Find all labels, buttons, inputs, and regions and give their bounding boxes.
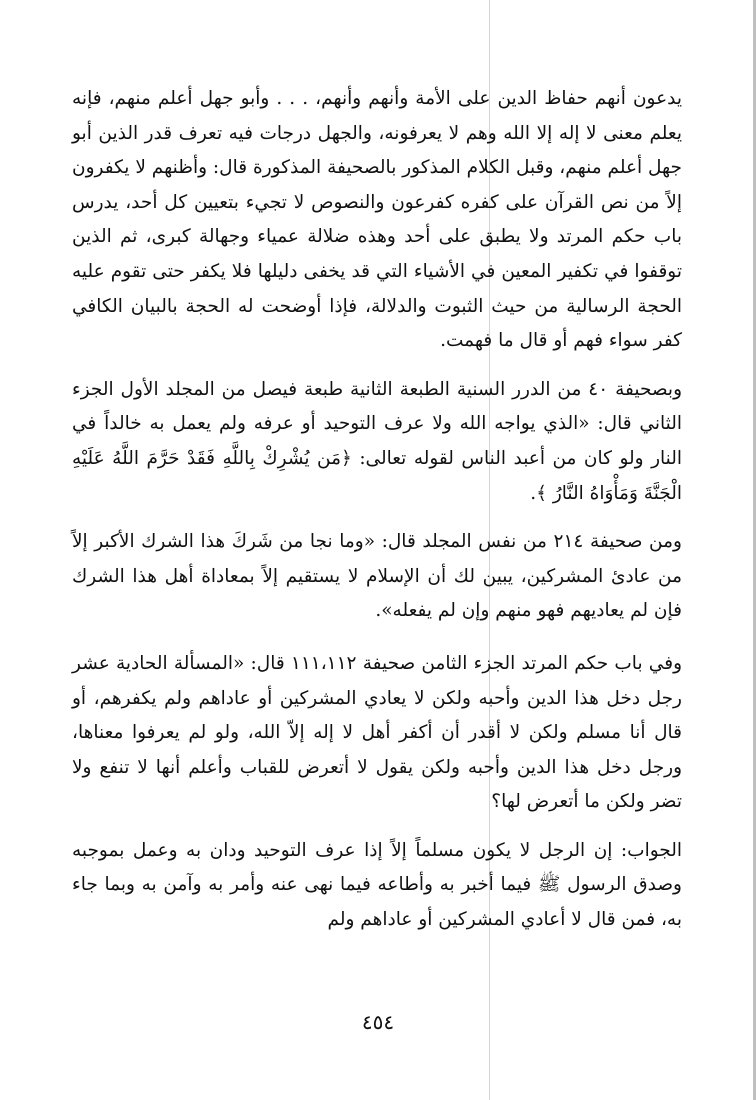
- paragraph-3: ومن صحيفة ٢١٤ من نفس المجلد قال: «وما نجا من شَركَ هذا الشرك الأكبر إلاً من عادئ المشركين، يبين لك أن الإسلام لا يستقيم إلاً بمعاداة أهل هذا الشرك فإن لم يعاديهم فهو منهم وإن لم يفعله».: [72, 531, 682, 622]
- document-body: [72, 82, 682, 938]
- page-number: ٤٥٤: [361, 1010, 395, 1034]
- paragraph-1: يدعون أنهم حفاظ الدين على الأمة وأنهم وأنهم، . . . وأبو جهل أعلم منهم، فإنه يعلم معنى لا إله إلا الله وهم لا يعرفونه، والجهل درجات فيه تعرف قدر الذين أبو جهل أعلم منهم، وقبل الكلام المذكور بالصحيفة المذكورة قال: وأظنهم لا يكفرون إلاً من نص القرآن على كفره كفرعون والنصوص لا تجيء بتعيين كل أحد، يدرس باب حكم المرتد ولا يطبق على أحد وهذه ضلالة عمياء وجهالة كبرى، ثم الذين توقفوا في تكفير المعين في الأشياء التي قد يخفى دليلها فلا يكفر حتى تقوم عليه الحجة الرسالية من حيث الثبوت والدلالة، فإذا أوضحت له الحجة بالبيان الكافي كفر سواء فهم أو قال ما فهمت.: [72, 88, 682, 352]
- paragraph-4: وفي باب حكم المرتد الجزء الثامن صحيفة ١١١،١١٢ قال: «المسألة الحادية عشر رجل دخل هذا الدين وأحبه ولكن لا يعادي المشركين أو عاداهم ولم يكفرهم، أو قال أنا مسلم ولكن لا أقدر أن أكفر أهل لا إله إلاّ الله، ولو لم يعرفوا معناها، ورجل دخل هذا الدين وأحبه ولكن يقول لا أتعرض للقباب وأعلم أنها لا تنفع ولا تضر ولكن ما أتعرض لها؟: [72, 652, 682, 813]
- paragraph-5: الجواب: إن الرجل لا يكون مسلماً إلاً إذا عرف التوحيد ودان به وعمل بموجبه وصدق الرسول ﷺ فيما أخبر به وأطاعه فيما نهى عنه وأمر به وآمن به وبما جاء به، فمن قال لا أعادي المشركين أو عاداهم ولم: [72, 839, 682, 931]
- paragraph-2: وبصحيفة ٤٠ من الدرر السنية الطبعة الثانية طبعة فيصل من المجلد الأول الجزء الثاني قال: «الذي يواجه الله ولا عرف التوحيد أو عرفه ولم يعمل به خالداً في النار ولو كان من أعبد الناس لقوله تعالى: ﴿مَن يُشْرِكْ بِاللَّهِ فَقَدْ حَرَّمَ اللَّهُ عَلَيْهِ الْجَنَّةَ وَمَأْوَاهُ النَّارُ ﴾.: [72, 378, 683, 504]
